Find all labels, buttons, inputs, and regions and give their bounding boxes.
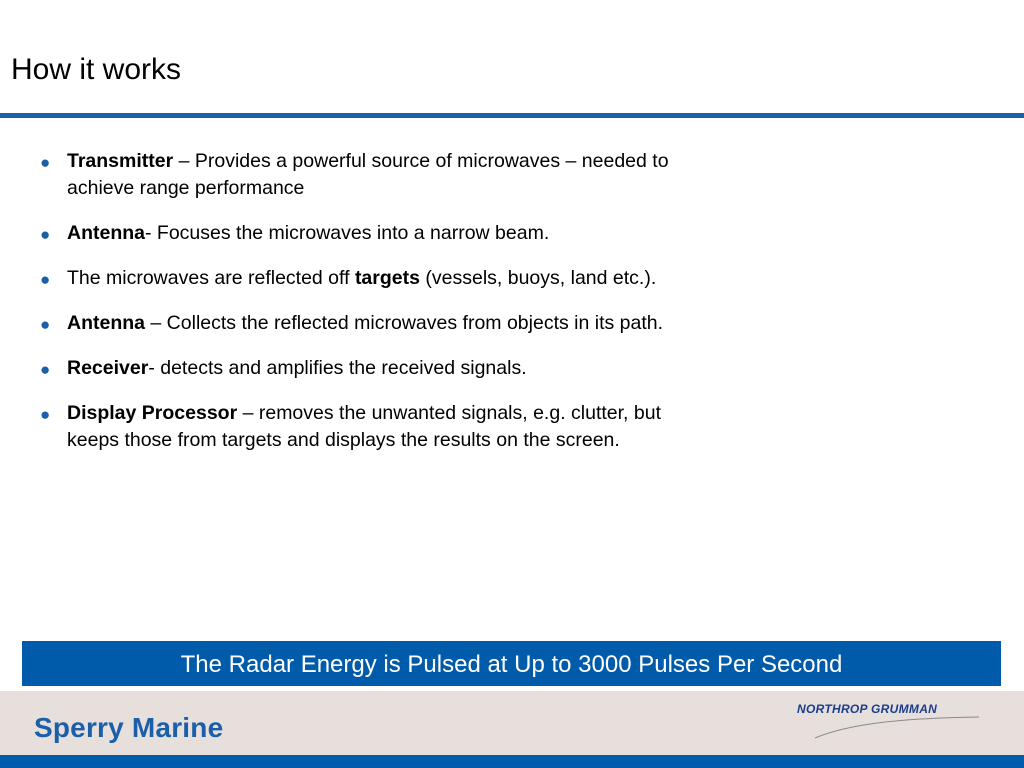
bullet-dot: ● bbox=[40, 360, 51, 379]
bullet-item-antenna-collect bbox=[40, 310, 690, 337]
bullet-term: Antenna bbox=[67, 222, 145, 244]
bullet-text: - detects and amplifies the received signals. bbox=[148, 357, 527, 379]
bullet-item-antenna-focus bbox=[40, 220, 690, 247]
bullet-term: Display Processor bbox=[67, 402, 238, 424]
bullet-term: Receiver bbox=[67, 357, 149, 379]
bullet-dot: ● bbox=[40, 405, 51, 424]
bullet-text: – Provides a powerful source of microwaves – needed to achieve range performance bbox=[67, 150, 669, 199]
bullet-item-targets bbox=[40, 265, 690, 292]
bullet-term: Antenna bbox=[67, 312, 145, 334]
slide-title: How it works bbox=[11, 53, 182, 86]
swoosh-icon bbox=[813, 714, 981, 740]
bullet-list bbox=[40, 148, 690, 472]
bullet-text: – Collects the reflected microwaves from objects in its path. bbox=[145, 312, 664, 334]
bullet-item-transmitter bbox=[40, 148, 690, 202]
sperry-marine-logo: Sperry Marine bbox=[34, 712, 224, 743]
bullet-dot: ● bbox=[40, 153, 51, 172]
bullet-item-display-processor bbox=[40, 400, 690, 454]
bullet-dot: ● bbox=[40, 315, 51, 334]
title-divider bbox=[0, 113, 1024, 118]
bullet-text: – removes the unwanted signals, e.g. clutter, but keeps those from targets and displays the results on the screen. bbox=[67, 402, 662, 451]
bullet-text: (vessels, buoys, land etc.). bbox=[419, 267, 657, 289]
bullet-dot: ● bbox=[40, 270, 51, 289]
bullet-dot: ● bbox=[40, 225, 51, 244]
pulse-rate-banner: The Radar Energy is Pulsed at Up to 3000 Pulses Per Second bbox=[22, 641, 1001, 686]
northrop-grumman-wordmark: NORTHROP GRUMMAN bbox=[797, 702, 938, 716]
bullet-term: Transmitter bbox=[67, 150, 174, 172]
bullet-term: targets bbox=[354, 267, 420, 289]
bullet-text-pre: The microwaves are reflected off bbox=[67, 267, 355, 289]
northrop-grumman-logo bbox=[797, 700, 981, 740]
footer-bottom-rule bbox=[0, 755, 1024, 768]
bullet-text: - Focuses the microwaves into a narrow beam. bbox=[145, 222, 550, 244]
bullet-item-receiver bbox=[40, 355, 690, 382]
